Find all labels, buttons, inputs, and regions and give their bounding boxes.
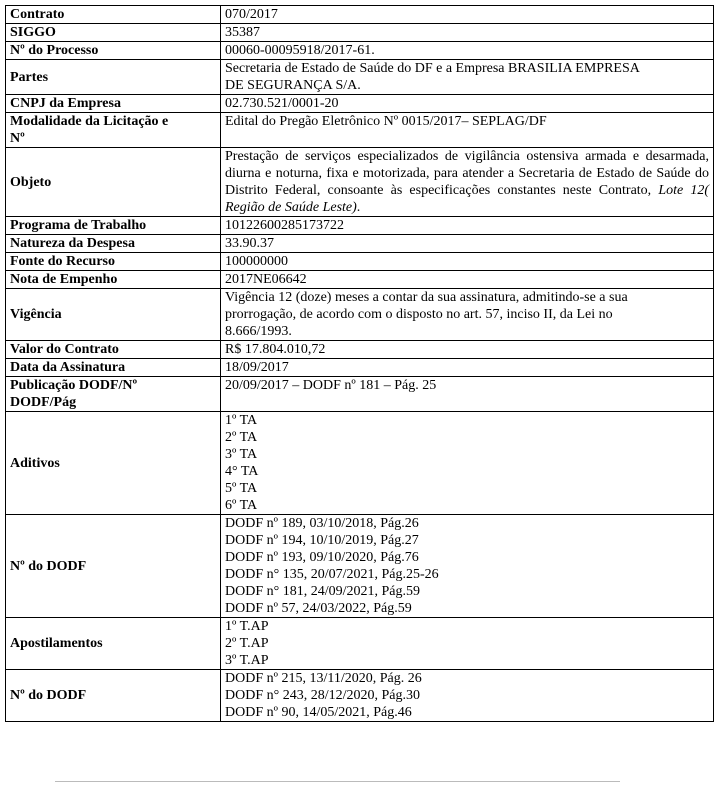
row-processo	[6, 42, 714, 60]
page-divider	[55, 781, 620, 782]
row-fonte	[6, 253, 714, 271]
value-contrato: 070/2017	[221, 6, 714, 24]
aditivo-item: 3º TA	[225, 447, 258, 462]
objeto-lote: Lote 12( Região de Saúde Leste)	[225, 183, 709, 215]
value-modalidade: Edital do Pregão Eletrônico Nº 0015/2017– SEPLAG/DF	[221, 113, 714, 148]
label-modalidade	[6, 113, 221, 148]
row-programa	[6, 217, 714, 235]
objeto-text: Prestação de serviços especializados de vigilância ostensiva armada e desarmada, diurna e noturna, fixa e motorizada, para atender a Secretaria de Estado de Saúde do Distrito Federal, consoante às especificações constantes neste Contrato,	[225, 149, 709, 198]
vigencia-line: prorrogação, de acordo com o disposto no art. 57, inciso II, da Lei no	[225, 307, 613, 322]
objeto-suffix: .	[356, 200, 361, 215]
label-valor: Valor do Contrato	[6, 341, 221, 359]
label-publicacao	[6, 377, 221, 412]
value-assinatura: 18/09/2017	[221, 359, 714, 377]
label-contrato: Contrato	[6, 6, 221, 24]
value-dodf-aditivos	[221, 515, 714, 618]
value-vigencia	[221, 289, 714, 341]
value-cnpj: 02.730.521/0001-20	[221, 95, 714, 113]
row-siggo	[6, 24, 714, 42]
label-partes: Partes	[6, 60, 221, 95]
row-natureza	[6, 235, 714, 253]
row-aditivos	[6, 412, 714, 515]
row-vigencia	[6, 289, 714, 341]
publicacao-label-line: Publicação DODF/Nº	[10, 378, 138, 393]
row-dodf-aditivos	[6, 515, 714, 618]
dodf-entry: DODF n° 135, 20/07/2021, Pág.25-26	[225, 567, 439, 582]
apostilamento-item: 2º T.AP	[225, 636, 269, 651]
aditivo-item: 6º TA	[225, 498, 258, 513]
label-natureza: Natureza da Despesa	[6, 235, 221, 253]
value-natureza: 33.90.37	[221, 235, 714, 253]
row-dodf-apostilamentos	[6, 670, 714, 722]
label-processo: Nº do Processo	[6, 42, 221, 60]
value-siggo: 35387	[221, 24, 714, 42]
dodf-entry: DODF nº 90, 14/05/2021, Pág.46	[225, 705, 412, 720]
publicacao-label-line: DODF/Pág	[10, 395, 77, 410]
row-partes	[6, 60, 714, 95]
dodf-entry: DODF n° 181, 24/09/2021, Pág.59	[225, 584, 420, 599]
row-valor	[6, 341, 714, 359]
row-publicacao	[6, 377, 714, 412]
row-contrato	[6, 6, 714, 24]
label-dodf-apostilamentos: Nº do DODF	[6, 670, 221, 722]
dodf-entry: DODF nº 194, 10/10/2019, Pág.27	[225, 533, 419, 548]
value-empenho: 2017NE06642	[221, 271, 714, 289]
value-partes	[221, 60, 714, 95]
aditivo-item: 5º TA	[225, 481, 258, 496]
label-apostilamentos: Apostilamentos	[6, 618, 221, 670]
dodf-entry: DODF nº 193, 09/10/2020, Pág.76	[225, 550, 419, 565]
vigencia-line: Vigência 12 (doze) meses a contar da sua assinatura, admitindo-se a sua	[225, 290, 628, 305]
value-programa: 10122600285173722	[221, 217, 714, 235]
label-siggo: SIGGO	[6, 24, 221, 42]
row-apostilamentos	[6, 618, 714, 670]
partes-line: Secretaria de Estado de Saúde do DF e a Empresa BRASILIA EMPRESA	[225, 61, 640, 76]
label-dodf-aditivos: Nº do DODF	[6, 515, 221, 618]
label-assinatura: Data da Assinatura	[6, 359, 221, 377]
value-objeto	[221, 148, 714, 217]
label-aditivos: Aditivos	[6, 412, 221, 515]
value-dodf-apostilamentos	[221, 670, 714, 722]
vigencia-line: 8.666/1993.	[225, 324, 292, 339]
row-empenho	[6, 271, 714, 289]
value-apostilamentos	[221, 618, 714, 670]
row-modalidade	[6, 113, 714, 148]
row-assinatura	[6, 359, 714, 377]
label-cnpj: CNPJ da Empresa	[6, 95, 221, 113]
aditivo-item: 1º TA	[225, 413, 258, 428]
label-objeto: Objeto	[6, 148, 221, 217]
dodf-entry: DODF nº 215, 13/11/2020, Pág. 26	[225, 671, 422, 686]
dodf-entry: DODF nº 57, 24/03/2022, Pág.59	[225, 601, 412, 616]
modalidade-label-line: Nº	[10, 131, 25, 146]
contract-details-table	[5, 5, 714, 722]
aditivo-item: 2º TA	[225, 430, 258, 445]
value-aditivos	[221, 412, 714, 515]
row-cnpj	[6, 95, 714, 113]
apostilamento-item: 3º T.AP	[225, 653, 269, 668]
label-programa: Programa de Trabalho	[6, 217, 221, 235]
label-fonte: Fonte do Recurso	[6, 253, 221, 271]
label-empenho: Nota de Empenho	[6, 271, 221, 289]
label-vigencia: Vigência	[6, 289, 221, 341]
value-processo: 00060-00095918/2017-61.	[221, 42, 714, 60]
row-objeto	[6, 148, 714, 217]
partes-line: DE SEGURANÇA S/A.	[225, 78, 361, 93]
aditivo-item: 4° TA	[225, 464, 259, 479]
value-fonte: 100000000	[221, 253, 714, 271]
value-publicacao: 20/09/2017 – DODF nº 181 – Pág. 25	[221, 377, 714, 412]
apostilamento-item: 1º T.AP	[225, 619, 269, 634]
modalidade-label-line: Modalidade da Licitação e	[10, 114, 169, 129]
value-valor: R$ 17.804.010,72	[221, 341, 714, 359]
dodf-entry: DODF n° 243, 28/12/2020, Pág.30	[225, 688, 420, 703]
dodf-entry: DODF nº 189, 03/10/2018, Pág.26	[225, 516, 419, 531]
